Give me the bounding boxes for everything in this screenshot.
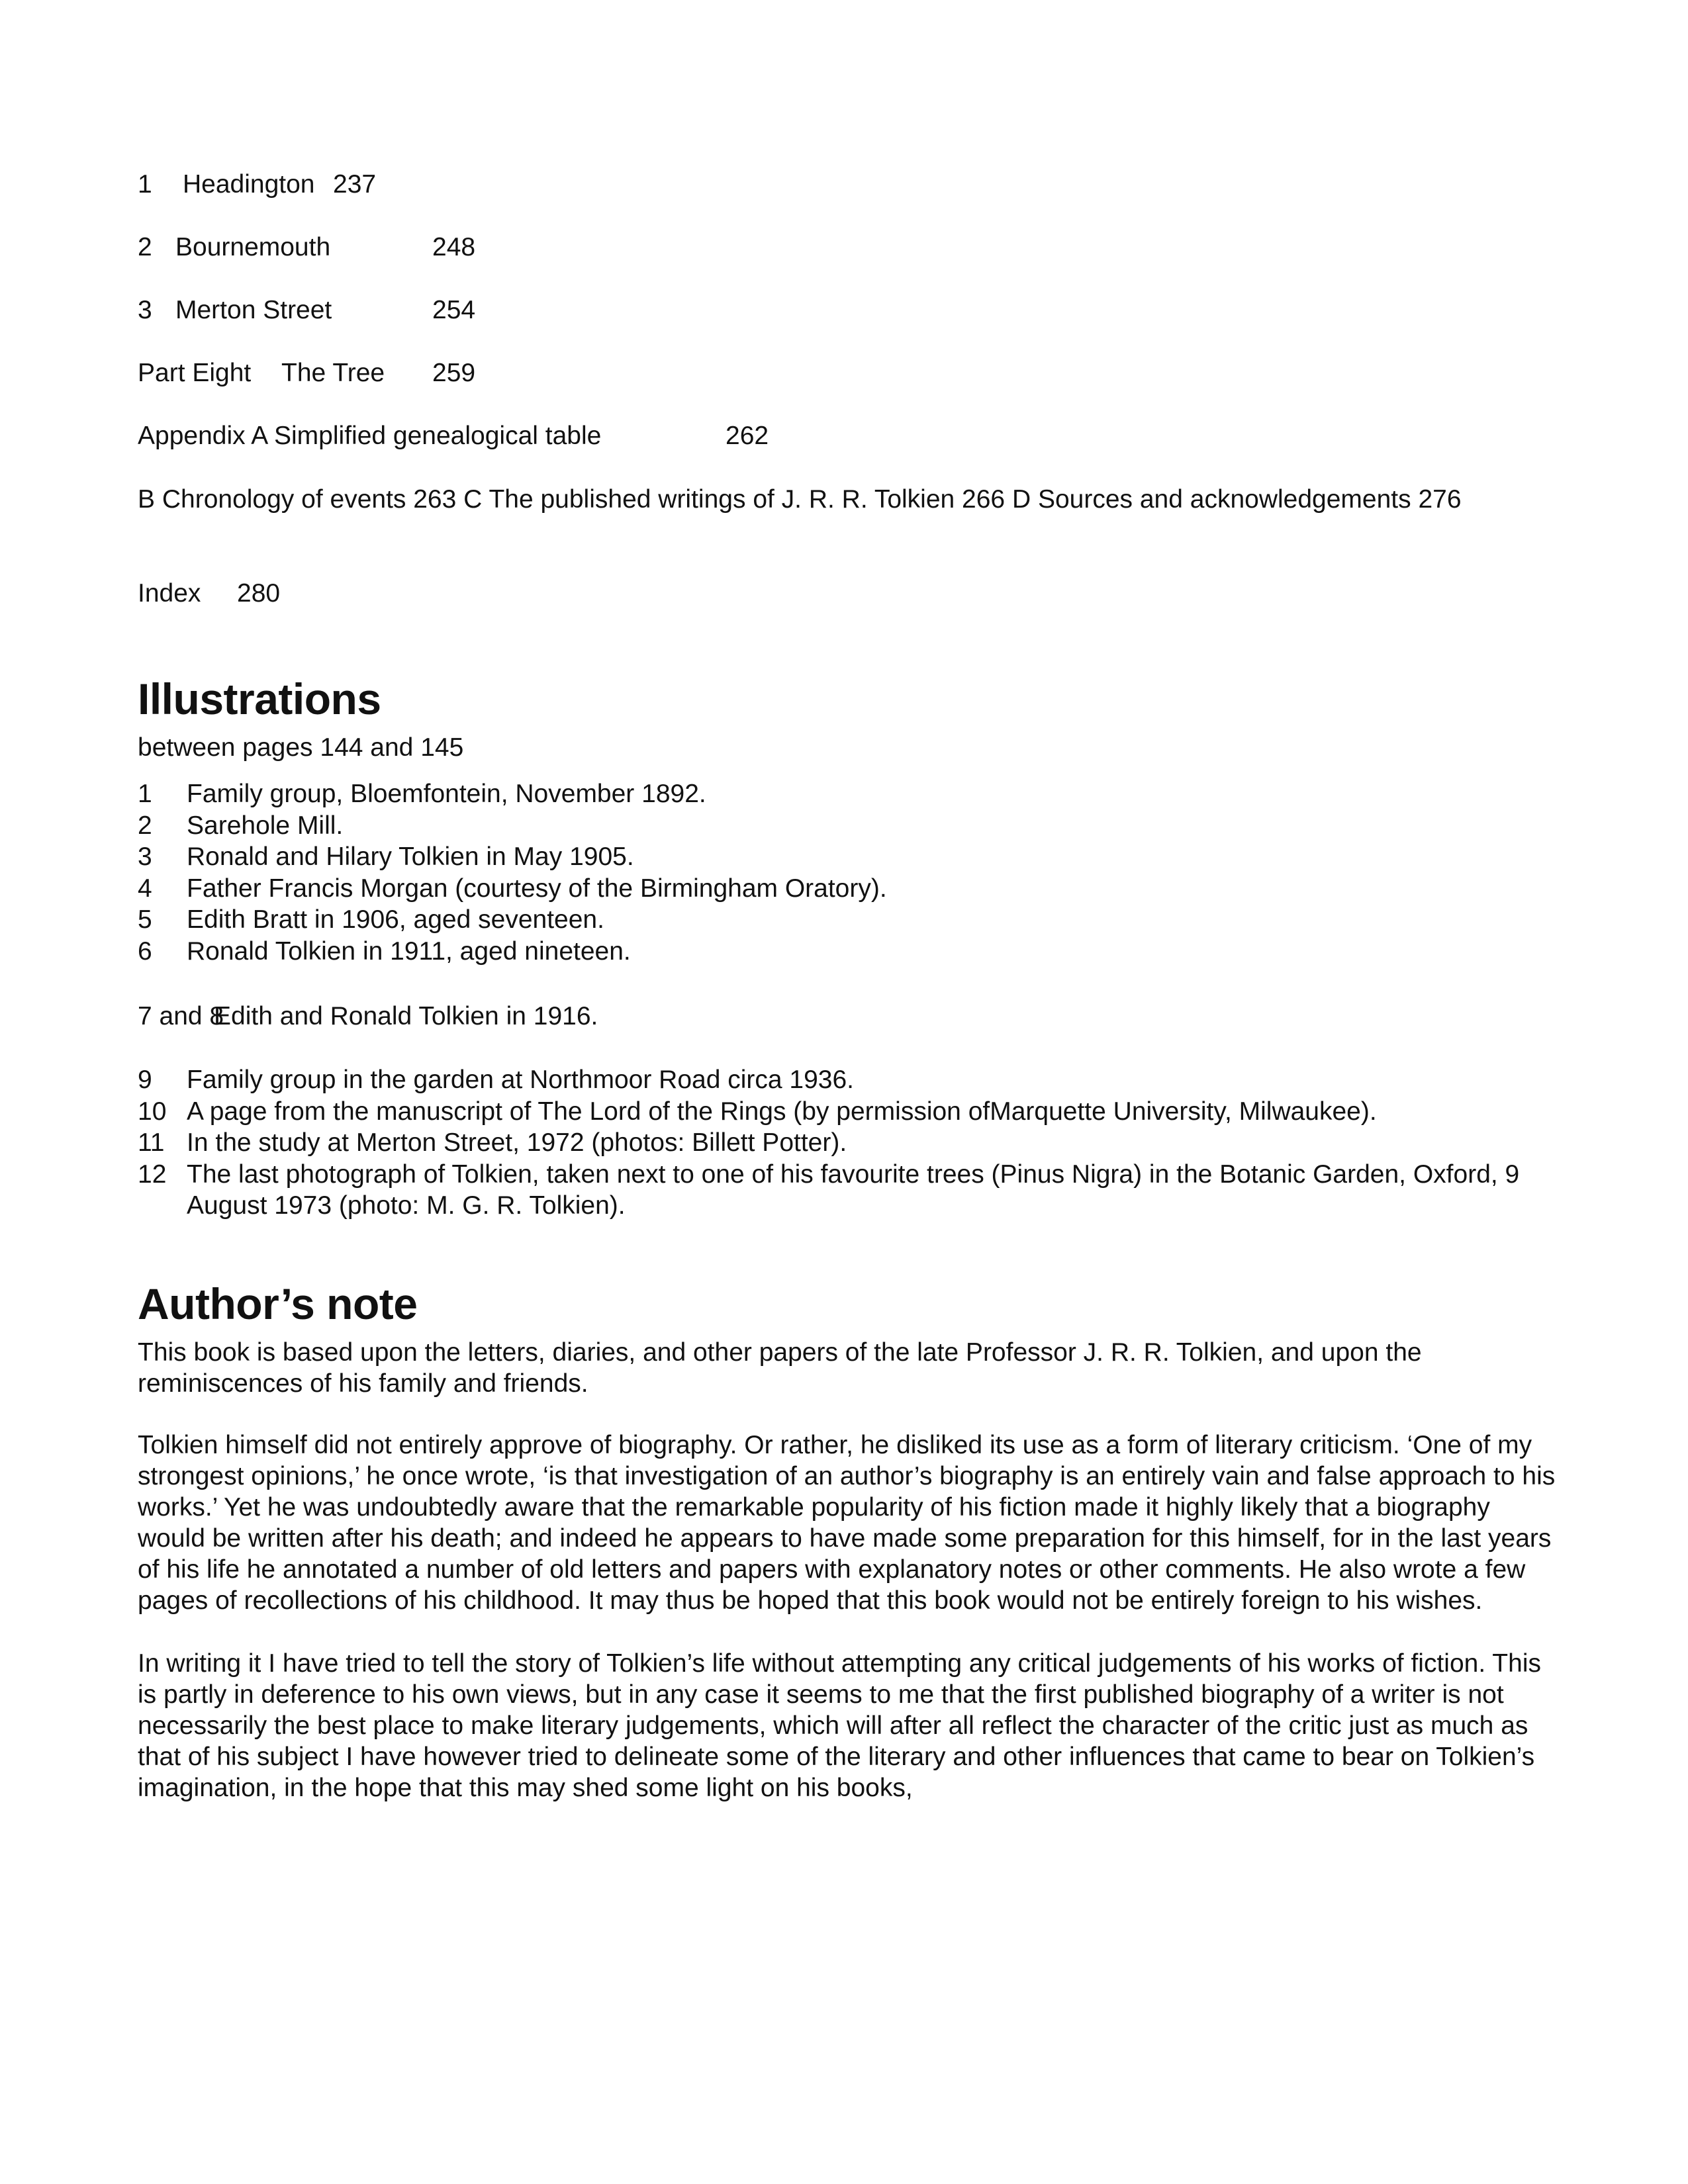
- illustration-number: 7 and 8: [138, 1002, 224, 1030]
- toc-entry-page: 254: [432, 296, 476, 324]
- illustration-caption: Father Francis Morgan (courtesy of the Birmingham Oratory).: [187, 874, 887, 903]
- authors-note-paragraph-2: Tolkien himself did not entirely approve of biography. Or rather, he disliked its use as a form of literary criticism. ‘One of my strongest opinions,’ he once wrote, ‘is that investigation of an author’s biography is an entirely vain and false approach to his works.’ Yet he was undoubtedly aware that the remarkable popularity of his fiction made it highly likely that a biography would be written after his death; and indeed he appears to have made some preparation for this himself, for in the last years of his life he annotated a number of old letters and papers with explanatory notes or other comments. He also wrote a few pages of recollections of his childhood. It may thus be hoped that this book would not be entirely foreign to his wishes.: [138, 1431, 1556, 1615]
- illustration-number: 9: [138, 1066, 152, 1094]
- illustration-number: 12: [138, 1160, 167, 1189]
- illustration-item: [138, 936, 1561, 968]
- toc-entry-title: Index: [138, 579, 201, 608]
- illustration-item: [138, 1096, 1561, 1128]
- toc-entry-appendices-bcd: B Chronology of events 263 C The published writings of J. R. R. Tolkien 266 D Sources and acknowledgements 276: [138, 485, 1462, 514]
- illustration-number: 1: [138, 780, 152, 808]
- illustrations-list-1: [138, 778, 1561, 967]
- illustration-caption: Sarehole Mill.: [187, 811, 344, 840]
- toc-entry-page: 259: [432, 359, 476, 387]
- toc-part-label: Part Eight: [138, 359, 252, 387]
- illustration-caption: Ronald Tolkien in 1911, aged nineteen.: [187, 936, 631, 966]
- toc-entry-page: 248: [432, 233, 476, 261]
- illustrations-heading: Illustrations: [138, 674, 381, 723]
- toc-entry-page: 237: [333, 170, 377, 199]
- illustration-caption: Family group, Bloemfontein, November 1892.: [187, 780, 706, 808]
- illustration-item: [138, 1159, 1561, 1222]
- toc-entry-title: Bournemouth: [175, 233, 331, 261]
- toc-entry-title: Merton Street: [175, 296, 332, 324]
- illustration-number: 6: [138, 936, 152, 966]
- authors-note-paragraph-1: This book is based upon the letters, diaries, and other papers of the late Professor J. R. R. Tolkien, and upon the reminiscences of his family and friends.: [138, 1338, 1422, 1398]
- toc-entry-number: 3: [138, 296, 152, 324]
- illustration-caption: Ronald and Hilary Tolkien in May 1905.: [187, 842, 634, 871]
- toc-entry-number: 2: [138, 233, 152, 261]
- illustration-caption: A page from the manuscript of The Lord of the Rings (by permission ofMarquette University, Milwaukee).: [187, 1097, 1377, 1126]
- authors-note-paragraph-3: In writing it I have tried to tell the story of Tolkien’s life without attempting any critical judgements of his works of fiction. This is partly in deference to his own views, but in any case it seems to me that the first published biography of a writer is not necessarily the best place to make literary judgements, which will after all reflect the character of the critic just as much as that of his subject I have however tried to delineate some of the literary and other influences that came to bear on Tolkien’s imagination, in the hope that this may shed some light on his books,: [138, 1649, 1541, 1802]
- toc-entry-page: 280: [237, 579, 281, 608]
- illustration-item: [138, 904, 1561, 936]
- toc-entry-page: 262: [726, 422, 769, 450]
- authors-note-heading: Author’s note: [138, 1279, 418, 1328]
- illustrations-subtitle: between pages 144 and 145: [138, 733, 464, 762]
- illustration-number: 4: [138, 874, 152, 903]
- illustration-item: [138, 778, 1561, 810]
- toc-entry-title: Appendix A Simplified genealogical table: [138, 422, 602, 450]
- illustration-number: 11: [138, 1128, 165, 1157]
- illustration-item: [138, 810, 1561, 842]
- toc-entry-title: The Tree: [281, 359, 385, 387]
- toc-entry-title: Headington: [183, 170, 315, 199]
- illustration-caption: Edith and Ronald Tolkien in 1916.: [214, 1002, 598, 1030]
- illustration-item: [138, 841, 1561, 873]
- illustration-item: [138, 873, 1561, 905]
- illustration-number: 10: [138, 1097, 167, 1126]
- illustration-number: 3: [138, 842, 152, 871]
- illustration-item: [138, 1064, 1561, 1096]
- illustration-caption: Family group in the garden at Northmoor Road circa 1936.: [187, 1066, 855, 1094]
- illustration-caption: In the study at Merton Street, 1972 (photos: Billett Potter).: [187, 1128, 847, 1157]
- illustration-caption: The last photograph of Tolkien, taken next to one of his favourite trees (Pinus Nigra) in the Botanic Garden, Oxford, 9 August 1973 (photo: M. G. R. Tolkien).: [187, 1160, 1520, 1220]
- illustrations-list-2: [138, 1064, 1561, 1222]
- toc-entry-number: 1: [138, 170, 152, 199]
- illustration-item: [138, 1127, 1561, 1159]
- illustration-caption: Edith Bratt in 1906, aged seventeen.: [187, 905, 604, 934]
- illustration-number: 5: [138, 905, 152, 934]
- illustration-number: 2: [138, 811, 152, 840]
